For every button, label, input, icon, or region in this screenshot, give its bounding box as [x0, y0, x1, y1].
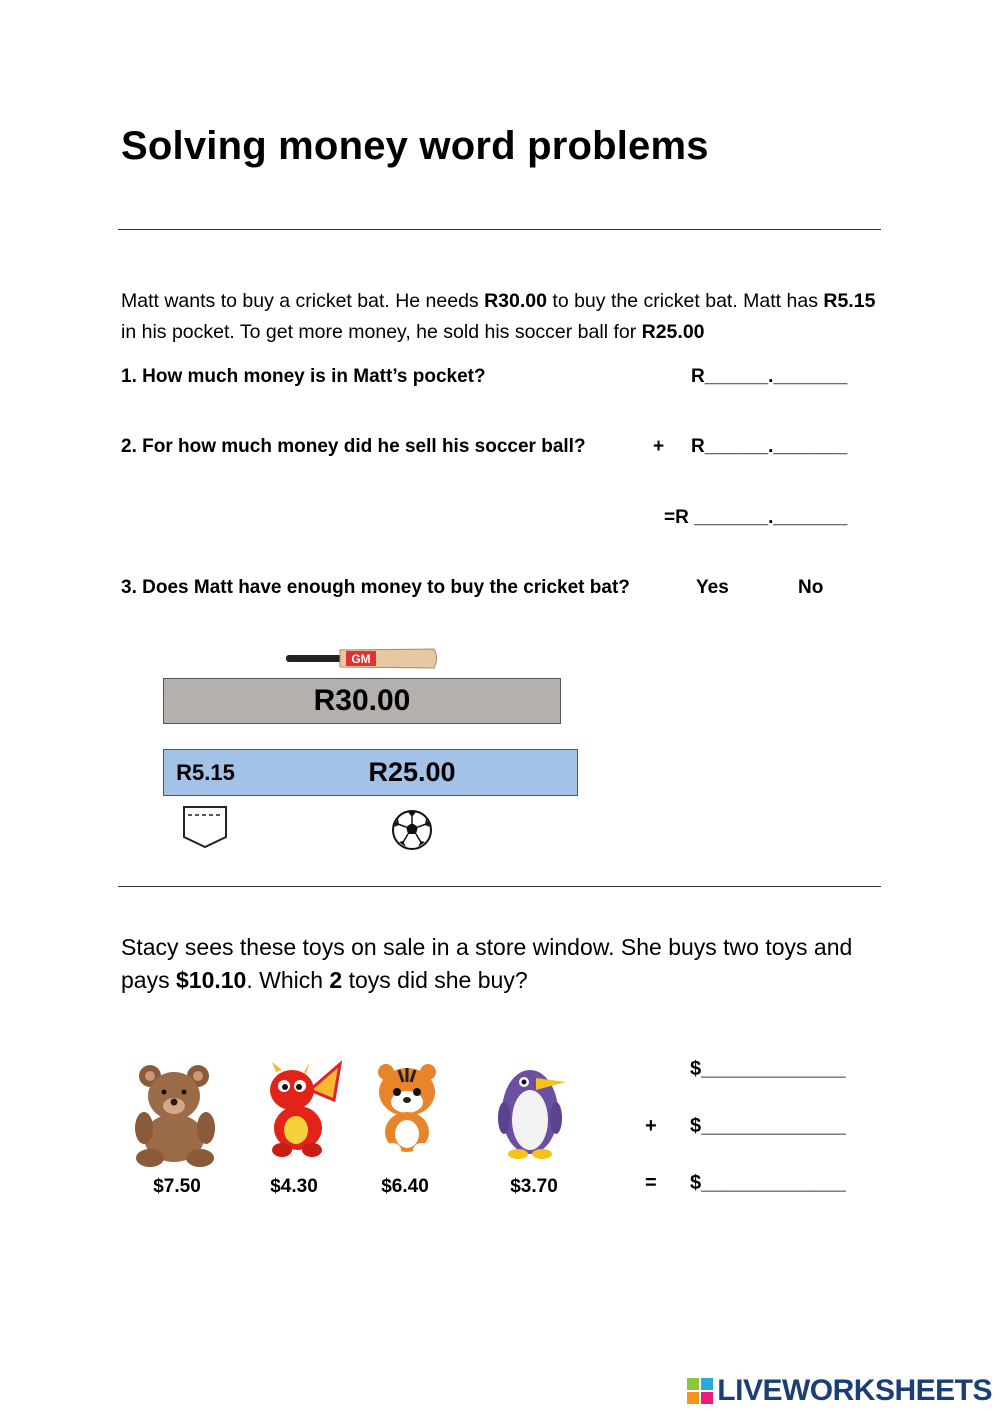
price-dragon: $4.30 [270, 1176, 318, 1197]
question-2: 2. For how much money did he sell his soccer ball? [121, 436, 586, 457]
pocket-icon [182, 805, 228, 849]
total-bar: R30.00 [163, 678, 561, 724]
toy-answer-1-blank[interactable]: $_____________ [690, 1058, 846, 1080]
answer-1-blank[interactable]: R______._______ [691, 366, 848, 387]
question-3: 3. Does Matt have enough money to buy the cricket bat? [121, 577, 630, 598]
red-dragon-icon [262, 1060, 342, 1160]
tiger-plush-icon [372, 1062, 442, 1158]
toy-total-blank[interactable]: $_____________ [690, 1172, 846, 1194]
divider [118, 886, 881, 887]
plus-sign: + [653, 436, 665, 457]
question-1: 1. How much money is in Matt’s pocket? [121, 366, 486, 387]
problem2-text-part-3: 2 [329, 967, 343, 993]
problem1-text-part-5: R25.00 [641, 321, 705, 343]
option-no[interactable]: No [798, 577, 824, 598]
price-tiger: $6.40 [381, 1176, 429, 1197]
problem2-text-part-4: toys did she buy? [342, 967, 528, 993]
teddy-bear-icon [128, 1062, 226, 1168]
problem2-text-part-0: Stacy sees these toys on sale in a store window. She buys two toys and pays [121, 934, 853, 993]
problem1-text-part-4: in his pocket. To get more money, he sold his soccer ball for [121, 321, 642, 343]
soccer-ball-icon [391, 809, 433, 851]
penguin-plush-icon [496, 1058, 570, 1160]
liveworksheets-logo[interactable] [687, 1374, 992, 1408]
equals-sign: = [645, 1172, 657, 1194]
cricket-bat-icon [284, 645, 442, 673]
option-yes[interactable]: Yes [696, 577, 729, 598]
pocket-money-bar: R5.15 [163, 749, 248, 796]
problem2-text [121, 931, 881, 997]
plus-sign: + [645, 1115, 657, 1137]
problem2-text-part-1: $10.10 [175, 967, 247, 993]
price-penguin: $3.70 [510, 1176, 558, 1197]
price-teddy-bear: $7.50 [153, 1176, 201, 1197]
sum-blank[interactable]: =R _______._______ [664, 507, 848, 528]
logo-text: LIVEWORKSHEETS [717, 1374, 992, 1407]
problem1-text-part-3: R5.15 [823, 290, 876, 312]
problem1-text-part-0: Matt wants to buy a cricket bat. He needs [121, 290, 485, 312]
page-title: Solving money word problems [121, 124, 709, 168]
problem2-text-part-2: . Which [246, 967, 330, 993]
problem1-text [121, 286, 881, 348]
bat-label: GM [351, 652, 371, 666]
answer-2-blank[interactable]: R______._______ [691, 436, 848, 457]
problem1-text-part-1: R30.00 [484, 290, 547, 312]
divider [118, 229, 881, 230]
logo-grid-icon [687, 1378, 713, 1404]
problem1-text-part-2: to buy the cricket bat. Matt has [546, 290, 824, 312]
soccer-ball-money-bar: R25.00 [247, 749, 578, 796]
toy-answer-2-blank[interactable]: $_____________ [690, 1115, 846, 1137]
